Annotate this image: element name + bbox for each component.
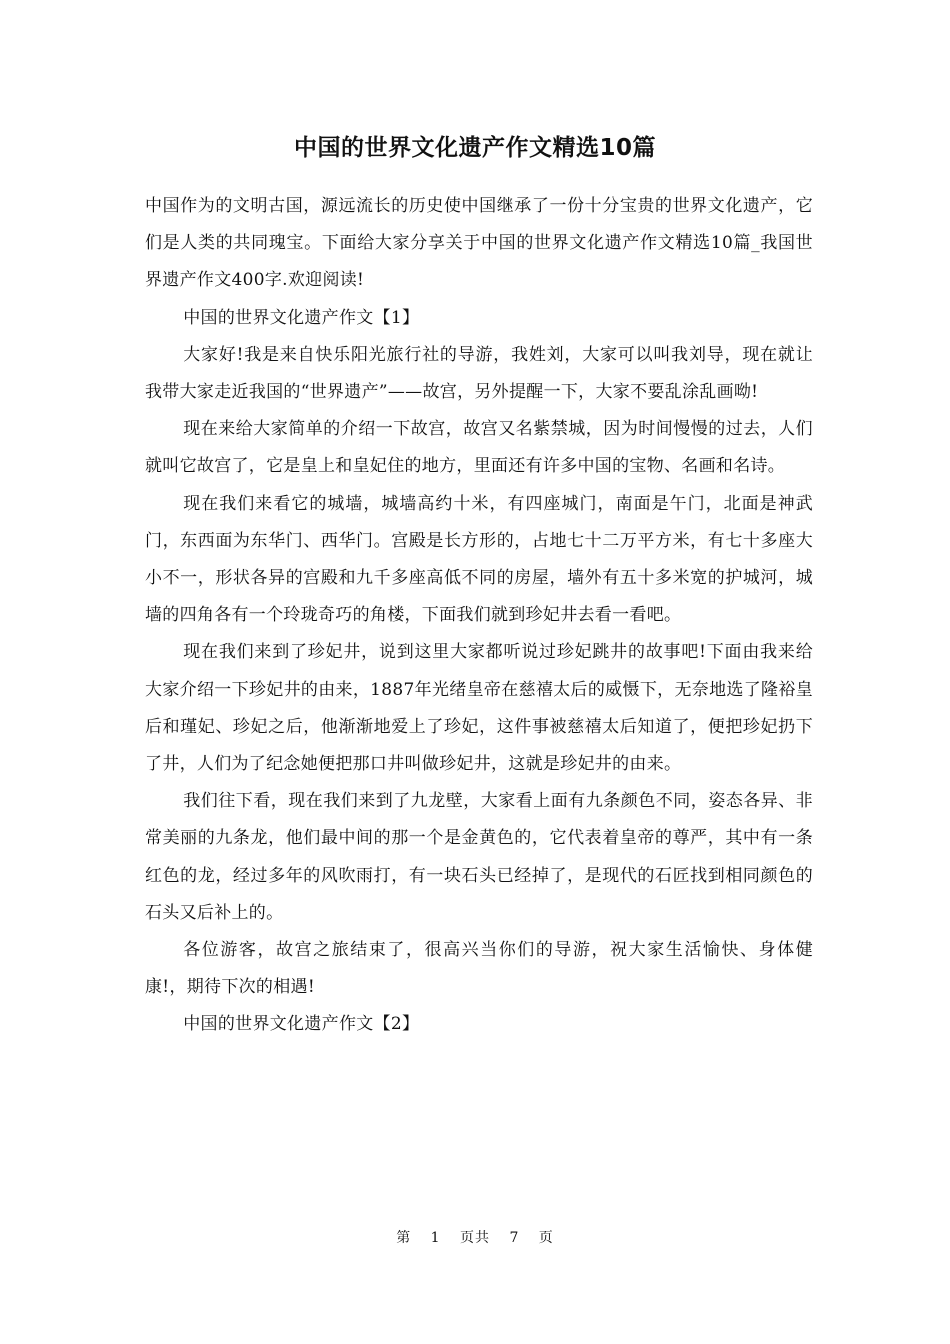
- paragraph: 现在我们来到了珍妃井，说到这里大家都听说过珍妃跳井的故事吧!下面由我来给大家介绍一下珍妃井的由来，1887年光绪皇帝在慈禧太后的威慑下，无奈地选了隆裕皇后和瑾妃、珍妃之后，他渐渐地爱上了珍妃，这件事被慈禧太后知道了，便把珍妃扔下了井，人们为了纪念她便把那口井叫做珍妃井，这就是珍妃井的由来。: [145, 642, 813, 775]
- page-number-footer: 第 1 页共 7 页: [396, 1230, 554, 1246]
- paragraph: 大家好!我是来自快乐阳光旅行社的导游，我姓刘，大家可以叫我刘导，现在就让我带大家走近我国的“世界遗产”——故宫，另外提醒一下，大家不要乱涂乱画呦!: [145, 344, 813, 403]
- section-heading-1: 中国的世界文化遗产作文【1】: [183, 307, 420, 328]
- paragraph: 现在我们来看它的城墙，城墙高约十米，有四座城门，南面是午门，北面是神武门，东西面为东华门、西华门。宫殿是长方形的，占地七十二万平方米，有七十多座大小不一，形状各异的宫殿和九千多座高低不同的房屋，墙外有五十多米宽的护城河，城墙的四角各有一个玲珑奇巧的角楼，下面我们就到珍妃井去看一看吧。: [145, 493, 813, 626]
- paragraph-intro: 中国作为的文明古国，源远流长的历史使中国继承了一份十分宝贵的世界文化遗产，它们是人类的共同瑰宝。下面给大家分享关于中国的世界文化遗产作文精选10篇_我国世界遗产作文400字.欢迎阅读!: [145, 196, 813, 291]
- paragraph: 各位游客，故宫之旅结束了，很高兴当你们的导游，祝大家生活愉快、身体健康!，期待下次的相遇!: [145, 940, 813, 998]
- paragraph: 我们往下看，现在我们来到了九龙壁，大家看上面有九条颜色不同，姿态各异、非常美丽的九条龙，他们最中间的那一个是金黄色的，它代表着皇帝的尊严，其中有一条红色的龙，经过多年的风吹雨打，有一块石头已经掉了，是现代的石匠找到相同颜色的石头又后补上的。: [145, 791, 813, 923]
- document-title: 中国的世界文化遗产作文精选10篇: [293, 135, 656, 161]
- paragraph: 现在来给大家简单的介绍一下故宫，故宫又名紫禁城，因为时间慢慢的过去，人们就叫它故宫了，它是皇上和皇妃住的地方，里面还有许多中国的宝物、名画和名诗。: [145, 419, 813, 477]
- section-heading-2: 中国的世界文化遗产作文【2】: [183, 1014, 420, 1035]
- document-body: [145, 188, 813, 1044]
